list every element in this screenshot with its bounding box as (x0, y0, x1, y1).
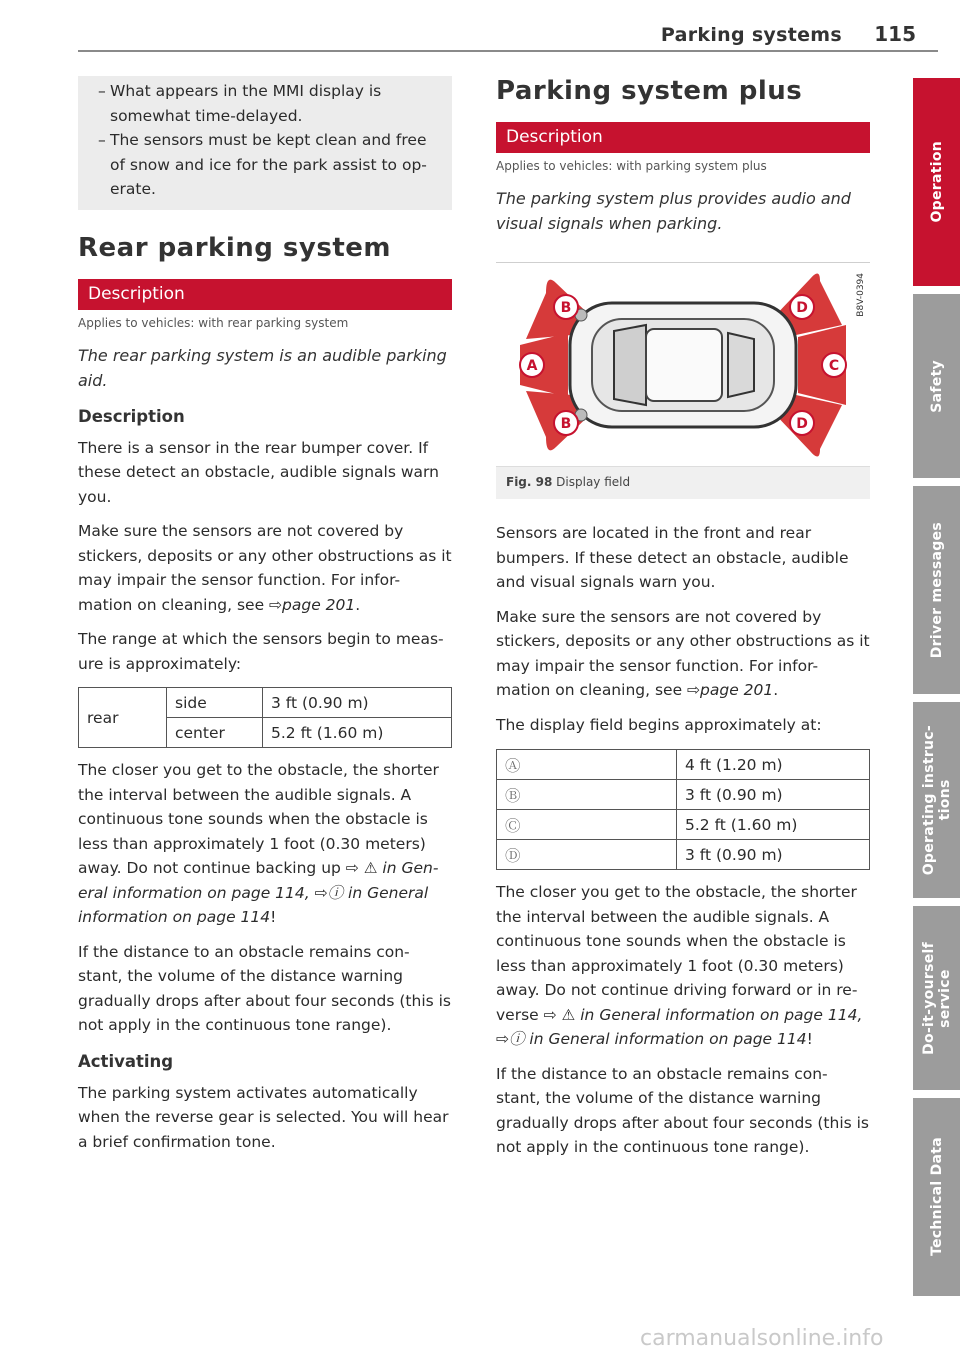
figure-display-field (496, 262, 870, 499)
table-row (497, 840, 870, 870)
description-bar: Description (78, 279, 452, 310)
activating-heading: Activating (78, 1051, 174, 1071)
note-box (78, 76, 452, 210)
figure-code: B8V-0394 (856, 273, 866, 317)
warning-link[interactable]: ⇨ ⚠ in Gen- eral information on page 114, (78, 859, 439, 902)
note-item: – The sensors must be kept clean and free of snow and ice for the park assist to op- erate. (90, 128, 440, 202)
table-cell: Ⓑ (497, 780, 677, 810)
description-bar: Description (496, 122, 870, 153)
page-number: 115 (874, 22, 916, 46)
zone-label: B (560, 416, 572, 432)
watermark: carmanualsonline.info (640, 1326, 884, 1351)
tab-operating-instructions[interactable]: Operating instruc- tions (913, 702, 960, 898)
applies-note: Applies to vehicles: with parking system plus (496, 159, 767, 173)
page-link[interactable]: ⇨page 201 (687, 681, 774, 699)
paragraph: If the distance to an obstacle remains con- stant, the volume of the distance warning gradually drops after about four seconds (this is not apply in the continuous tone range). (78, 942, 452, 1034)
section-title-rear-parking: Rear parking system (78, 232, 391, 263)
tab-do-it-yourself[interactable]: Do-it-yourself service (913, 906, 960, 1090)
note-link[interactable]: ⇨ⓘ in General information on page 114 (496, 1030, 807, 1048)
figure-caption: Fig. 98 Display field (496, 467, 870, 499)
range-table (78, 687, 452, 748)
paragraph: Make sure the sensors are not covered by stickers, deposits or any other obstructions as it may impair the sensor function. For infor- mation on cleaning, see ⇨page 201. (78, 522, 452, 614)
tab-technical-data[interactable]: Technical Data (913, 1098, 960, 1296)
intro-text: The rear parking system is an audible parking aid. (78, 345, 447, 390)
car-topview-illustration (496, 263, 870, 467)
paragraph: Sensors are located in the front and rear bumpers. If these detect an obstacle, audible and visual signals warn you. (496, 524, 849, 591)
table-cell: 4 ft (1.20 m) (677, 750, 870, 780)
car-sensor-diagram (496, 263, 870, 467)
section-title-parking-plus: Parking system plus (496, 76, 803, 106)
paragraph: The range at which the sensors begin to meas- ure is approximately: (78, 630, 444, 673)
paragraph: The closer you get to the obstacle, the shorter the interval between the audible signals. A continuous tone sounds when the obstacle is less than approximately 1 foot (0.30 meters) away. Do not continue backing up ⇨ ⚠ in Gen- eral information on page 114, ⇨ⓘ in General information on page 114! (78, 761, 439, 926)
page-link[interactable]: ⇨page 201 (269, 595, 356, 614)
table-cell: center (167, 718, 263, 748)
display-field-table (496, 749, 870, 870)
table-cell: side (167, 688, 263, 718)
applies-note: Applies to vehicles: with rear parking system (78, 315, 349, 330)
table-cell: 5.2 ft (1.60 m) (263, 718, 452, 748)
page-header (78, 0, 938, 52)
left-column (78, 76, 452, 1154)
warning-link[interactable]: ⇨ ⚠ in General information on page 114, (543, 1005, 863, 1024)
zone-label: D (796, 416, 808, 432)
table-cell: rear (79, 688, 167, 748)
table-cell: 3 ft (0.90 m) (263, 688, 452, 718)
note-link[interactable]: ⇨ⓘ in General information on page 114 (78, 883, 429, 926)
paragraph: Make sure the sensors are not covered by stickers, deposits or any other obstructions as it may impair the sensor function. For infor- mation on cleaning, see ⇨page 201. (496, 607, 870, 699)
paragraph: The display field begins approximately at: (496, 715, 822, 734)
tab-driver-messages[interactable]: Driver messages (913, 486, 960, 694)
paragraph: If the distance to an obstacle remains con- stant, the volume of the distance warning gradually drops after about four seconds (this is not apply in the continuous tone range). (496, 1064, 870, 1156)
table-row (79, 688, 452, 718)
paragraph: The closer you get to the obstacle, the shorter the interval between the audible signals. A continuous tone sounds when the obstacle is less than approximately 1 foot (0.30 meters) away. Do not continue driving forward or in re- verse ⇨ ⚠ in General information on page 114, ⇨ⓘ in General information on page 114! (496, 883, 863, 1048)
table-cell: Ⓓ (497, 840, 677, 870)
table-cell: 3 ft (0.90 m) (677, 780, 870, 810)
tab-operation[interactable]: Operation (913, 78, 960, 286)
table-row (497, 750, 870, 780)
zone-label: C (828, 358, 840, 374)
table-cell: 3 ft (0.90 m) (677, 840, 870, 870)
tab-safety[interactable]: Safety (913, 294, 960, 478)
table-cell: Ⓒ (497, 810, 677, 840)
header-title: Parking systems (660, 24, 842, 46)
table-cell: Ⓐ (497, 750, 677, 780)
note-item: – What appears in the MMI display is somewhat time-delayed. (90, 79, 440, 128)
description-heading: Description (78, 406, 185, 426)
zone-label: A (526, 358, 538, 374)
intro-text: The parking system plus provides audio and visual signals when parking. (496, 189, 851, 233)
zone-label: B (560, 300, 572, 316)
table-row (497, 780, 870, 810)
paragraph: The parking system activates automatically when the reverse gear is selected. You will hear a brief confirmation tone. (78, 1083, 449, 1151)
zone-label: D (796, 300, 808, 316)
paragraph: There is a sensor in the rear bumper cover. If these detect an obstacle, audible signals warn you. (78, 438, 439, 506)
right-column (496, 76, 870, 1160)
table-cell: 5.2 ft (1.60 m) (677, 810, 870, 840)
table-row (497, 810, 870, 840)
